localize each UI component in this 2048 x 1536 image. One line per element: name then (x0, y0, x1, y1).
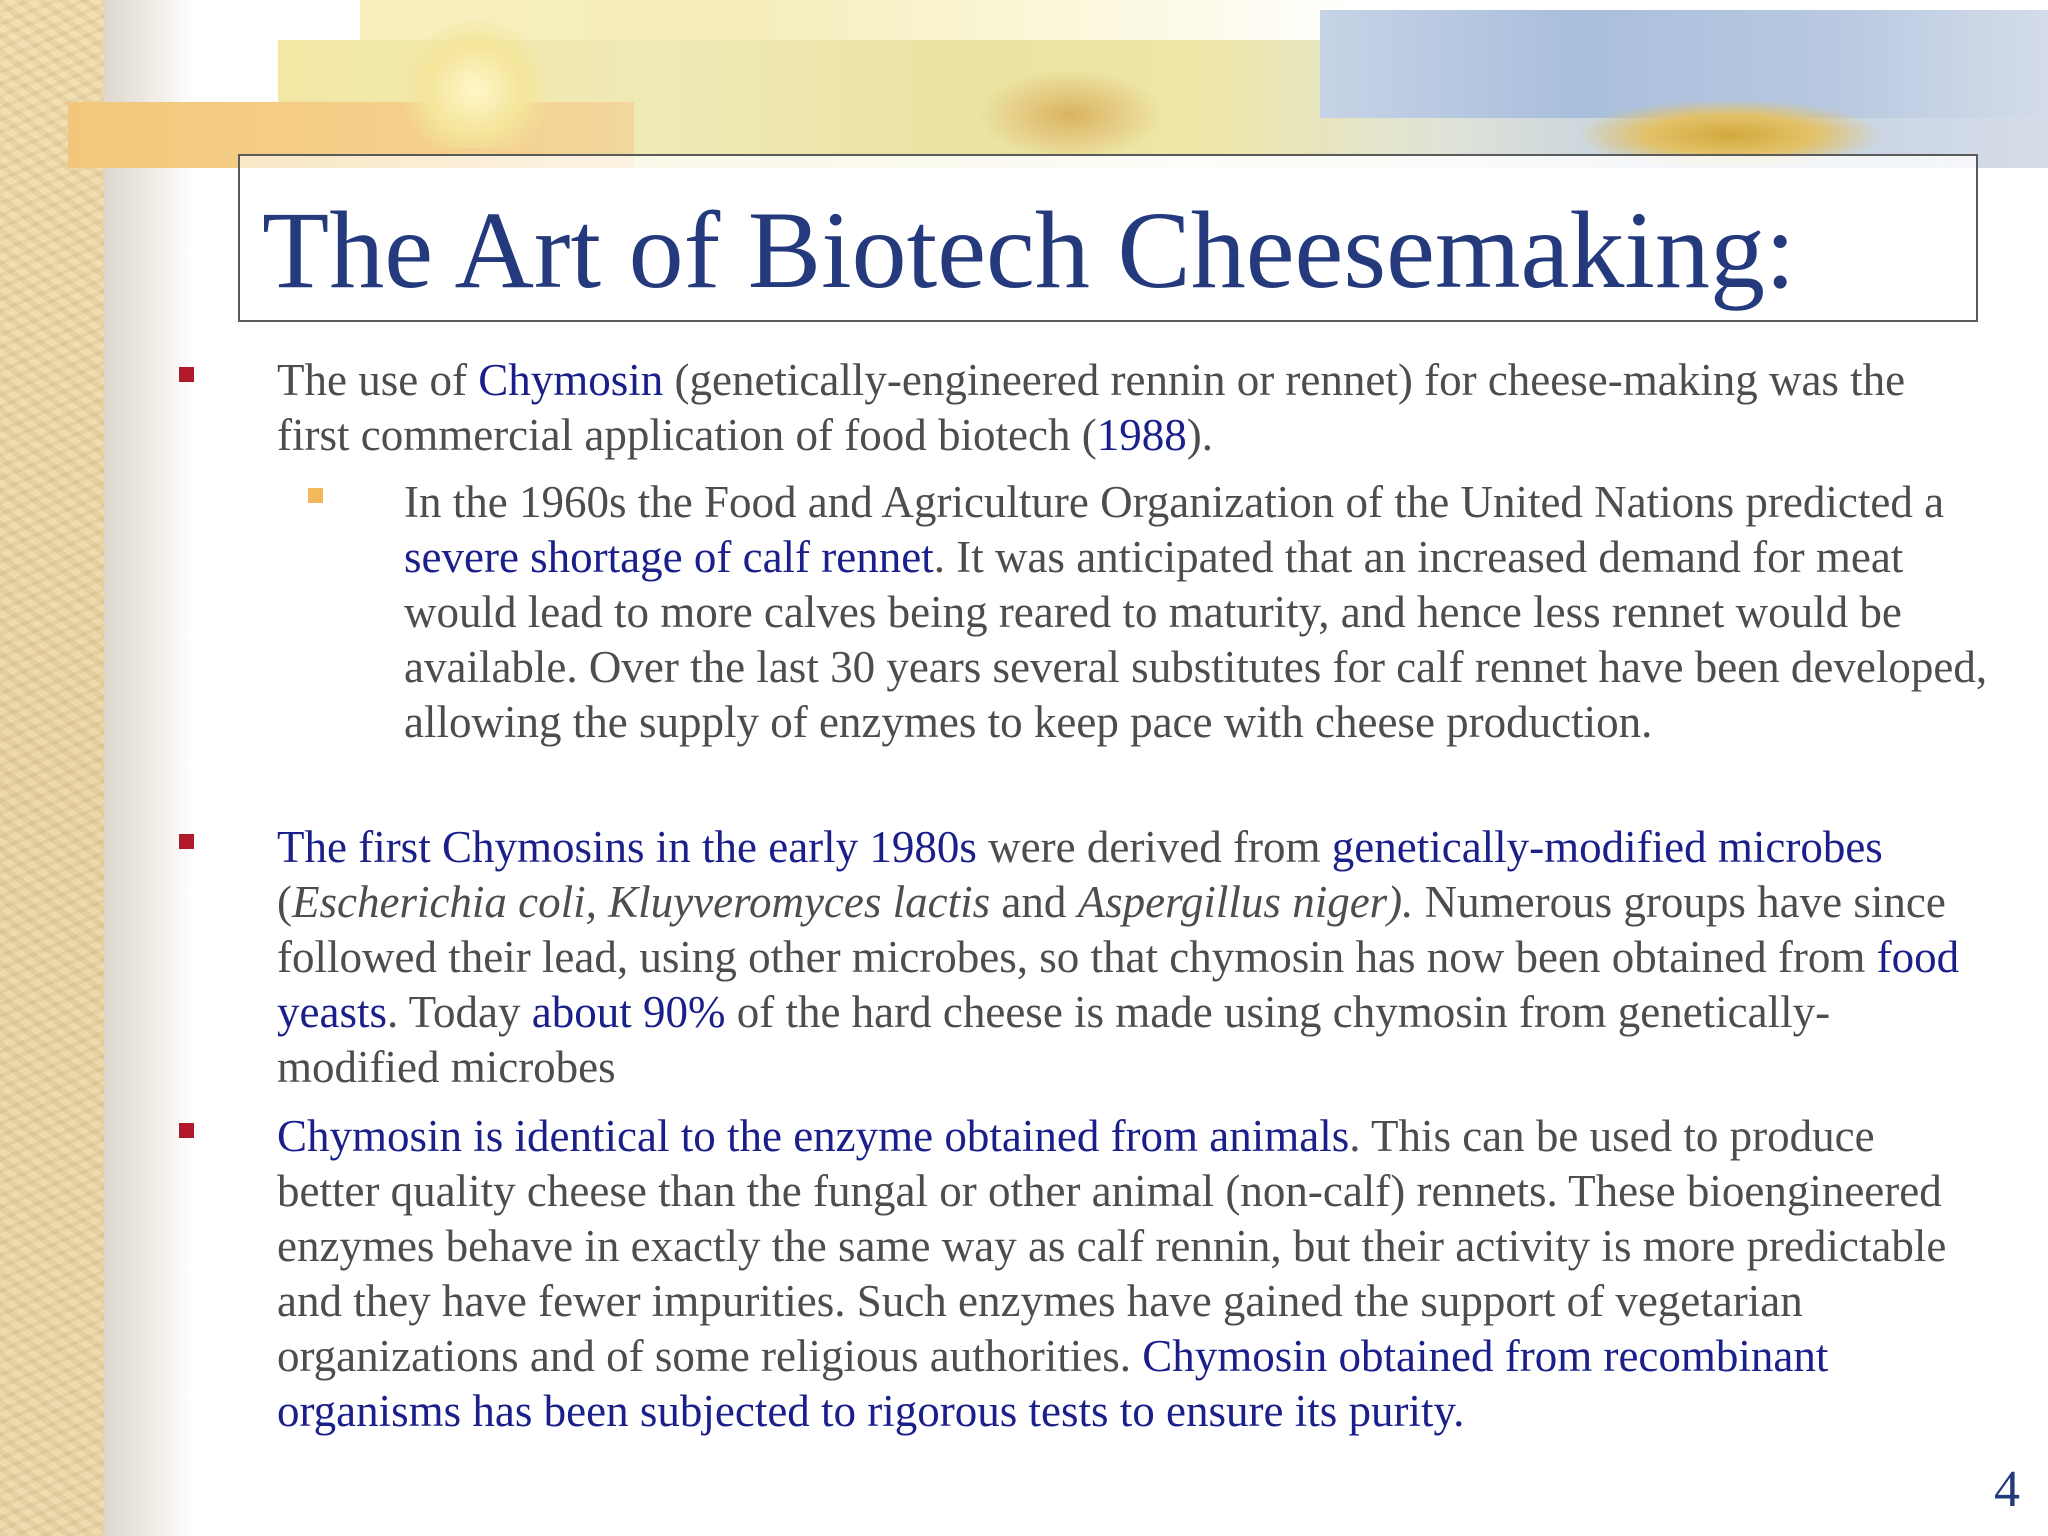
leaf-decoration (400, 18, 550, 148)
text-run: ). (1186, 410, 1213, 460)
bullet-square-icon (179, 834, 194, 849)
slide-title: The Art of Biotech Cheesemaking: (262, 189, 1796, 311)
highlighted-text-run: food yeasts (277, 932, 1960, 1037)
page-number: 4 (1994, 1461, 2020, 1518)
highlighted-text-run: Chymosin obtained from recombinant organisms has been subjected to rigorous tests to ensure its purity. (277, 1331, 1829, 1436)
text-run: . This can be used to produce better quality cheese than the fungal or other animal (non-calf) rennets. These bioengineered enzymes behave in exactly the same way as calf rennin, but their activity is more predictable and they have fewer impurities. Such enzymes have gained the support of vegetarian organizations and of some religious authorities. (277, 1111, 1947, 1381)
bullet-text-1 (277, 353, 1977, 463)
bullet-text-2 (277, 820, 1977, 1095)
highlighted-text-run: about 90% (531, 987, 726, 1037)
highlighted-text-run: genetically-modified microbes (1331, 822, 1883, 872)
text-run: The use of (277, 355, 479, 405)
text-run: . Today (386, 987, 532, 1037)
text-run: Aspergillus niger). (1077, 877, 1414, 927)
bullet-text-3 (277, 1109, 1977, 1439)
leaf-decoration (980, 70, 1160, 160)
highlighted-text-run: 1988 (1096, 410, 1187, 460)
text-run: ( (277, 877, 292, 927)
text-run: of the hard cheese is made using chymosin from genetically-modified microbes (277, 987, 1831, 1092)
textured-left-strip (0, 0, 104, 1536)
highlighted-text-run: The first Chymosins in the early 1980s (277, 822, 977, 872)
text-run: . It was anticipated that an increased demand for meat would lead to more calves being reared to maturity, and hence less rennet would be available. Over the last 30 years several substitutes for calf rennet have been developed, allowing the supply of enzymes to keep pace with cheese production. (404, 532, 1988, 747)
text-run: (genetically-engineered rennin or rennet) for cheese-making was the first commercial application of food biotech ( (277, 355, 1906, 460)
text-run: In the 1960s the Food and Agriculture Organization of the United Nations predicted a (404, 477, 1945, 527)
highlighted-text-run: severe shortage of calf rennet (404, 532, 934, 582)
text-run: Numerous groups have since followed their lead, using other microbes, so that chymosin has now been obtained from (277, 877, 1946, 982)
text-run: were derived from (976, 822, 1332, 872)
text-run: and (990, 877, 1078, 927)
highlighted-text-run: Chymosin is identical to the enzyme obtained from animals (277, 1111, 1350, 1161)
shaded-left-column (104, 0, 194, 1536)
highlighted-text-run: Chymosin (478, 355, 664, 405)
bullet-square-icon (179, 367, 194, 382)
sub-bullet-text-1 (404, 475, 2014, 750)
sub-bullet-square-icon (308, 488, 323, 503)
text-run: Escherichia coli, Kluyveromyces lactis (292, 877, 991, 927)
bullet-square-icon (179, 1123, 194, 1138)
